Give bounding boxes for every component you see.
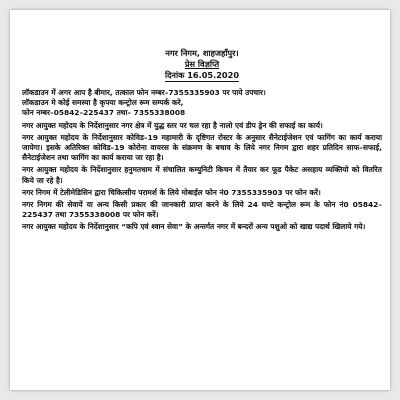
document-header	[22, 48, 382, 82]
paragraph-telemedicine: नगर निगम में टेलीमेडिसिन द्वारा चिकित्सीय परामर्श के लिये मोबाईल फोन नं0 7355335903 पर फोन करें।	[22, 187, 321, 197]
release-date: दिनांक 16.05.2020	[164, 70, 240, 80]
lockdown-block	[22, 88, 382, 119]
paragraph-drain-cleaning: नगर आयुक्त महोदय के निर्देशानुसार नगर क्षेत्र में युद्ध स्तर पर चल रहा है नालो एवं डीप ड्रेन की सफाई का कार्य।	[22, 120, 323, 130]
org-name: नगर निगम, शाहजहाँपुर।	[165, 48, 239, 58]
paragraph-sanitization: नगर आयुक्त महोदय के निर्देशानुसार कोविड–19 महामारी के दृष्टिगत रोस्टर के अनुसार सैनेटाईजेशन एवं फागिंग का कार्य कराया जायेगा। इसके अतिरिक्त कोविड–19 कोरोना वायरस के संक्रमण के बचाव के लिये नगर निगम द्वारा शहर प्रतिदिन साफ–सफाई, सैनेटाईजेशन तथा फागिंग का कार्य कराया जा रहा है।	[22, 132, 382, 163]
press-release-title: प्रेस विज्ञप्ति	[184, 59, 220, 69]
paragraph-control-room: नगर निगम की सेवायें या अन्य किसी प्रकार की जानकारी प्राप्त करने के लिये 24 घण्टे कन्ट्रोल रूम के फोन नं0 05842–225437 तथा 7355338008 पर फोन करें।	[22, 200, 382, 220]
lockdown-line-1: लॉकडाउन में अगर आप है बीमार, तत्काल फोन नम्बर–7355335903 पर पाये उपचार।	[22, 88, 266, 97]
lockdown-line-3: फोन नम्बर–05842–225437 तथा– 7355338008	[22, 108, 186, 118]
lockdown-line-2: लॉकडाउन मे कोई समस्या है कृपया कन्ट्रोल रूम सम्पर्क करे,	[22, 98, 184, 108]
paragraph-community-kitchen: नगर आयुक्त महोदय के निर्देशानुसार हनुमतधाम में संचालित कम्युनिटी किचन में तैयार कर फूड पैकेट असहाय व्यक्तियो को वितरित किये जा रहे है।	[22, 165, 382, 185]
paragraph-animal-feeding: नगर आयुक्त महोदय के निर्देशानुसार “कपि एवं श्वान सेवा” के अन्तर्गत नगर में बन्दरों अन्य पशुओ को खाद्य पदार्थ खिलाये गये।	[22, 222, 366, 232]
document-page	[10, 10, 390, 390]
body-paragraphs	[22, 121, 382, 233]
